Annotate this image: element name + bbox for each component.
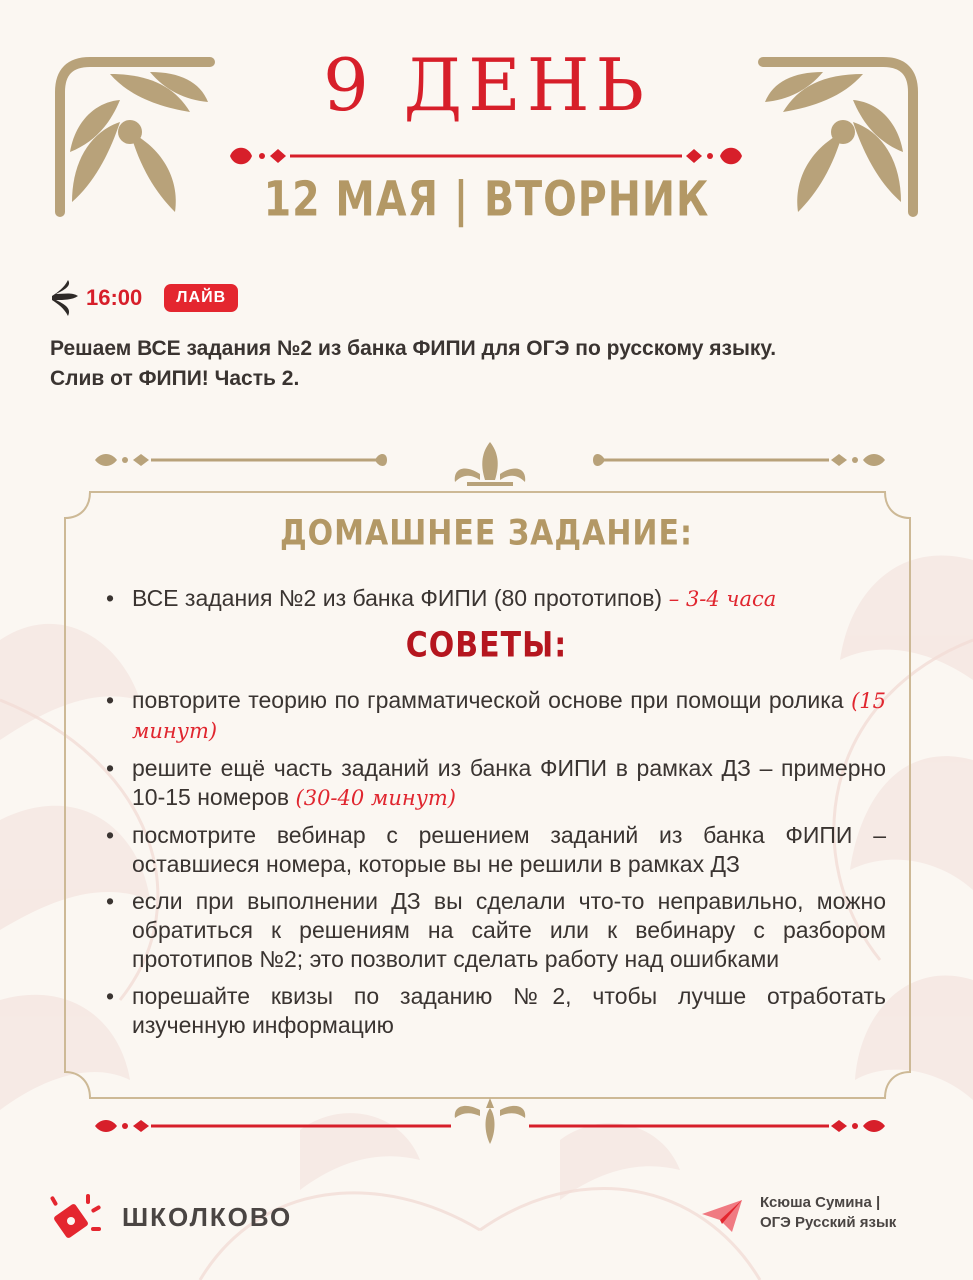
date-line: 12 МАЯ | ВТОРНИК [263, 171, 710, 228]
tips-list [104, 686, 886, 1048]
tip-text: повторите теорию по грамматической основе при помощи ролика [132, 687, 852, 713]
shkolkovo-logo-icon [50, 1192, 102, 1244]
homework-item-duration: – 3-4 часа [662, 587, 777, 611]
frame-top-ornament-icon [95, 440, 885, 492]
tip-duration: (15 минут) [132, 689, 886, 743]
list-item [104, 686, 886, 746]
brand-name: ШКОЛКОВО [122, 1202, 293, 1232]
day-title: 9 ДЕНЬ [322, 43, 651, 127]
homework-title: ДОМАШНЕЕ ЗАДАНИЕ: [279, 513, 694, 554]
list-item [104, 887, 886, 974]
tip-text: если при выполнении ДЗ вы сделали что-то неправильно, можно обратиться к решениям на сайте или к вебинару с разбором прототипов №2; это позволит сделать работу над ошибками [132, 888, 886, 972]
frame-bottom-ornament-icon [95, 1098, 885, 1146]
ornament-time-icon [50, 278, 80, 318]
event-description-line: Решаем ВСЕ задания №2 из банка ФИПИ для ОГЭ по русскому языку. [50, 337, 777, 360]
event-description-line: Слив от ФИПИ! Часть 2. [50, 367, 300, 390]
list-item [104, 584, 886, 614]
event-description [50, 334, 930, 394]
homework-list [104, 584, 886, 614]
telegram-icon [700, 1198, 744, 1234]
event-time-row [50, 278, 238, 318]
tips-title: СОВЕТЫ: [405, 625, 568, 666]
tip-text: порешайте квизы по заданию №2, чтобы лучше отработать изученную информацию [132, 983, 886, 1038]
event-time: 16:00 [86, 285, 143, 310]
tip-text: решите ещё часть заданий из банка ФИПИ в рамках ДЗ – примерно 10-15 номеров [132, 755, 886, 810]
live-badge: ЛАЙВ [164, 284, 238, 312]
tip-duration: (30-40 минут) [295, 786, 456, 810]
author-subject: ОГЭ Русский язык [760, 1214, 897, 1231]
author-name: Ксюша Сумина | [760, 1194, 881, 1211]
list-item [104, 754, 886, 813]
homework-item-text: ВСЕ задания №2 из банка ФИПИ (80 прототипов) [132, 585, 663, 611]
list-item [104, 982, 886, 1040]
author-info [760, 1193, 896, 1233]
tip-text: посмотрите вебинар с решением заданий из банка ФИПИ – оставшиеся номера, которые вы не решили в рамках ДЗ [132, 822, 886, 877]
list-item [104, 821, 886, 879]
title-divider-icon [228, 143, 744, 169]
